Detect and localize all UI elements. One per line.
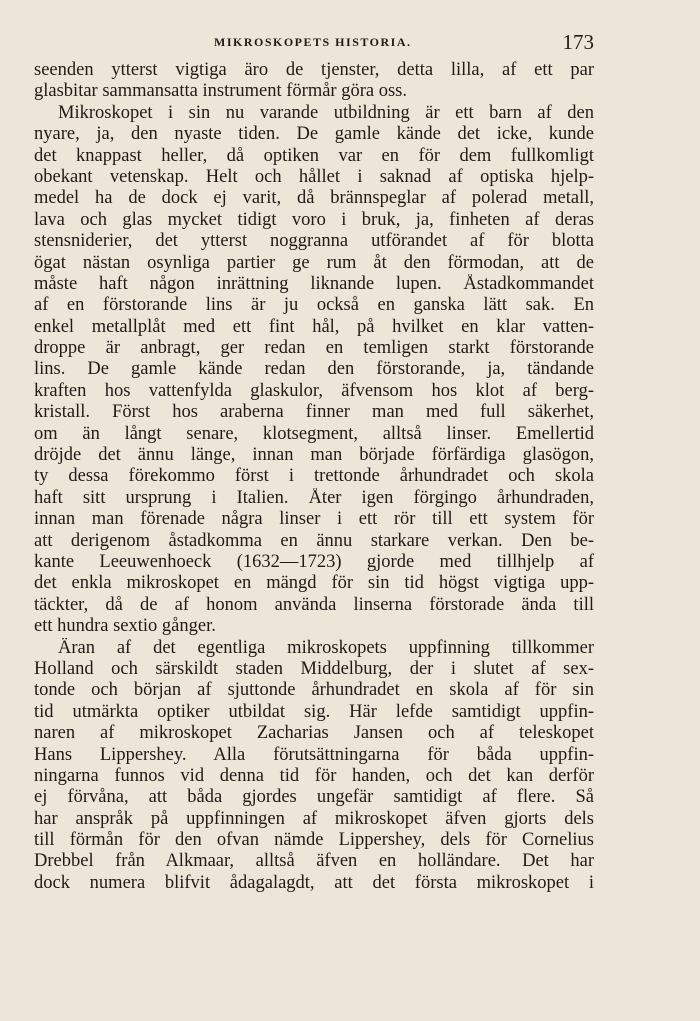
text-line: innan man förenade några linser i ett rör till ett system för <box>34 509 594 530</box>
text-line: måste haft någon inrättning liknande lupen. Åstadkommandet <box>34 273 594 294</box>
text-line: lins. De gamle kände redan den förstorande, ja, tändande <box>34 359 594 380</box>
text-line: att derigenom åstadkomma en ännu starkare verkan. Den be- <box>34 530 594 551</box>
text-line: enkel metallplåt med ett fint hål, på hvilket en klar vatten- <box>34 316 594 337</box>
text-line: droppe är anbragt, ger redan en temligen starkt förstorande <box>34 338 594 359</box>
text-line: tid utmärkta optiker utbildat sig. Här lefde samtidigt uppfin- <box>34 701 594 722</box>
text-line: stensniderier, det ytterst noggranna utförandet af för blotta <box>34 231 594 252</box>
text-line: dröjde det ännu länge, innan man började förfärdiga glasögon, <box>34 445 594 466</box>
page-header <box>34 30 594 56</box>
text-line: haft sitt ursprung i Italien. Åter igen förgingo århundraden, <box>34 487 594 508</box>
text-line: ty dessa förekommo först i trettonde århundradet och skola <box>34 466 594 487</box>
text-line: kante Leeuwenhoeck (1632—1723) gjorde med tillhjelp af <box>34 551 594 572</box>
text-line: seenden ytterst vigtiga äro de tjenster, detta lilla, af ett par <box>34 60 594 80</box>
text-line: kristall. Först hos araberna finner man med full säkerhet, <box>34 402 594 423</box>
text-line: Drebbel från Alkmaar, alltså äfven en holländare. Det har <box>34 851 594 872</box>
text-line: obekant vetenskap. Helt och hållet i saknad af optiska hjelp- <box>34 166 594 187</box>
text-line: ett hundra sextio gånger. <box>34 616 216 637</box>
text-line: ögat nästan osynliga partier ge rum åt den förmodan, att de <box>34 252 594 273</box>
text-line: Mikroskopet i sin nu varande utbildning är ett barn af den <box>58 102 594 123</box>
text-line: Hans Lippershey. Alla förutsättningarna för båda uppfin- <box>34 744 594 765</box>
text-line: ej förvåna, att båda gjordes ungefär samtidigt af flere. Så <box>34 787 594 808</box>
text-line: ningarna funnos vid denna tid för handen, och det kan derför <box>34 765 594 786</box>
page-number: 173 <box>562 30 594 54</box>
text-line: kraften hos vattenfylda glaskulor, äfvensom hos klot af berg- <box>34 380 594 401</box>
text-line: det knappast heller, då optiken var en för dem fullkomligt <box>34 145 594 166</box>
text-line: lava och glas mycket tidigt voro i bruk, ja, finheten af deras <box>34 209 594 230</box>
text-line: Holland och särskildt staden Middelburg, der i slutet af sex- <box>34 658 594 679</box>
text-line: Äran af det egentliga mikroskopets uppfinning tillkommer <box>58 637 594 658</box>
text-line: dock numera blifvit ådagalagdt, att det första mikroskopet i <box>34 872 594 893</box>
running-title: MIKROSKOPETS HISTORIA. <box>214 35 412 49</box>
text-line: har anspråk på uppfinningen af mikroskopet äfven gjorts dels <box>34 808 594 829</box>
text-line: naren af mikroskopet Zacharias Jansen och af teleskopet <box>34 723 594 744</box>
text-line: om än långt senare, klotsegment, alltså linser. Emellertid <box>34 423 594 444</box>
text-line: täckter, då de af honom använda linserna förstorade ända till <box>34 594 594 615</box>
text-line: tonde och början af sjuttonde århundradet en skola af för sin <box>34 680 594 701</box>
text-line: af en förstorande lins är ju också en ganska lätt sak. En <box>34 295 594 316</box>
text-line: medel ha de dock ej varit, då brännspeglar af polerad metall, <box>34 188 594 209</box>
text-line: till förmån för den ofvan nämde Lippershey, dels för Cornelius <box>34 830 594 851</box>
text-line: det enkla mikroskopet en mängd för sin tid högst vigtiga upp- <box>34 573 594 594</box>
text-line: nyare, ja, den nyaste tiden. De gamle kände det icke, kunde <box>34 124 594 145</box>
body-text <box>34 60 594 894</box>
text-line: glasbitar sammansatta instrument förmår göra oss. <box>34 81 407 102</box>
